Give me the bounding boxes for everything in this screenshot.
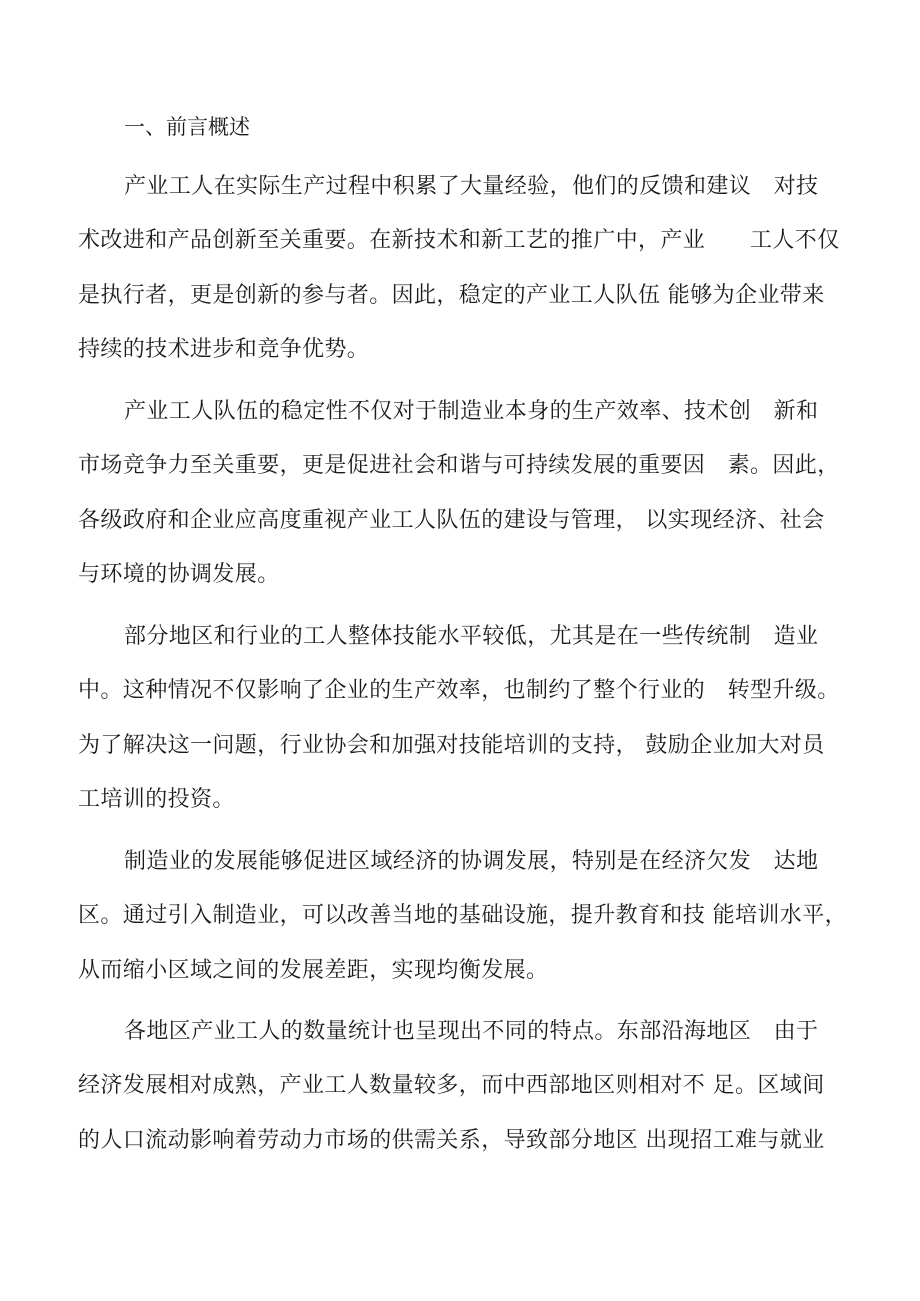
paragraph-line: 区。通过引入制造业，可以改善当地的基础设施，提升教育和技 能培训水平，	[78, 903, 847, 928]
paragraph-line: 为了解决这一问题，行业协会和加强对技能培训的支持， 鼓励企业加大对员	[78, 733, 825, 758]
paragraph-line: 产业工人在实际生产过程中积累了大量经验，他们的反馈和建议 对技	[124, 174, 819, 199]
paragraph-line: 部分地区和行业的工人整体技能水平较低，尤其是在一些传统制 造业	[124, 624, 819, 649]
paragraph-line: 术改进和产品创新至关重要。在新技术和新工艺的推广中，产业 工人不仅	[78, 228, 840, 253]
paragraph-line: 经济发展相对成熟，产业工人数量较多，而中西部地区则相对不 足。区域间	[78, 1073, 825, 1098]
paragraph-line: 工培训的投资。	[78, 787, 235, 812]
paragraph-line: 是执行者，更是创新的参与者。因此，稳定的产业工人队伍 能够为企业带来	[78, 283, 825, 308]
paragraph-line: 从而缩小区域之间的发展差距，实现均衡发展。	[78, 958, 549, 983]
paragraph-line: 市场竞争力至关重要，更是促进社会和谐与可持续发展的重要因 素。因此，	[78, 453, 840, 478]
paragraph-line: 中。这种情况不仅影响了企业的生产效率，也制约了整个行业的 转型升级。	[78, 678, 840, 703]
paragraph-line: 的人口流动影响着劳动力市场的供需关系，导致部分地区 出现招工难与就业	[78, 1128, 825, 1153]
paragraph-line: 持续的技术进步和竞争优势。	[78, 337, 370, 362]
paragraph-line: 各级政府和企业应高度重视产业工人队伍的建设与管理， 以实现经济、社会	[78, 508, 825, 533]
paragraph-line: 各地区产业工人的数量统计也呈现出不同的特点。东部沿海地区 由于	[124, 1019, 819, 1044]
section-heading: 一、前言概述	[124, 115, 250, 139]
paragraph-line: 产业工人队伍的稳定性不仅对于制造业本身的生产效率、技术创 新和	[124, 399, 819, 424]
paragraph-line: 制造业的发展能够促进区域经济的协调发展，特别是在经济欠发 达地	[124, 849, 819, 874]
paragraph-line: 与环境的协调发展。	[78, 562, 280, 587]
